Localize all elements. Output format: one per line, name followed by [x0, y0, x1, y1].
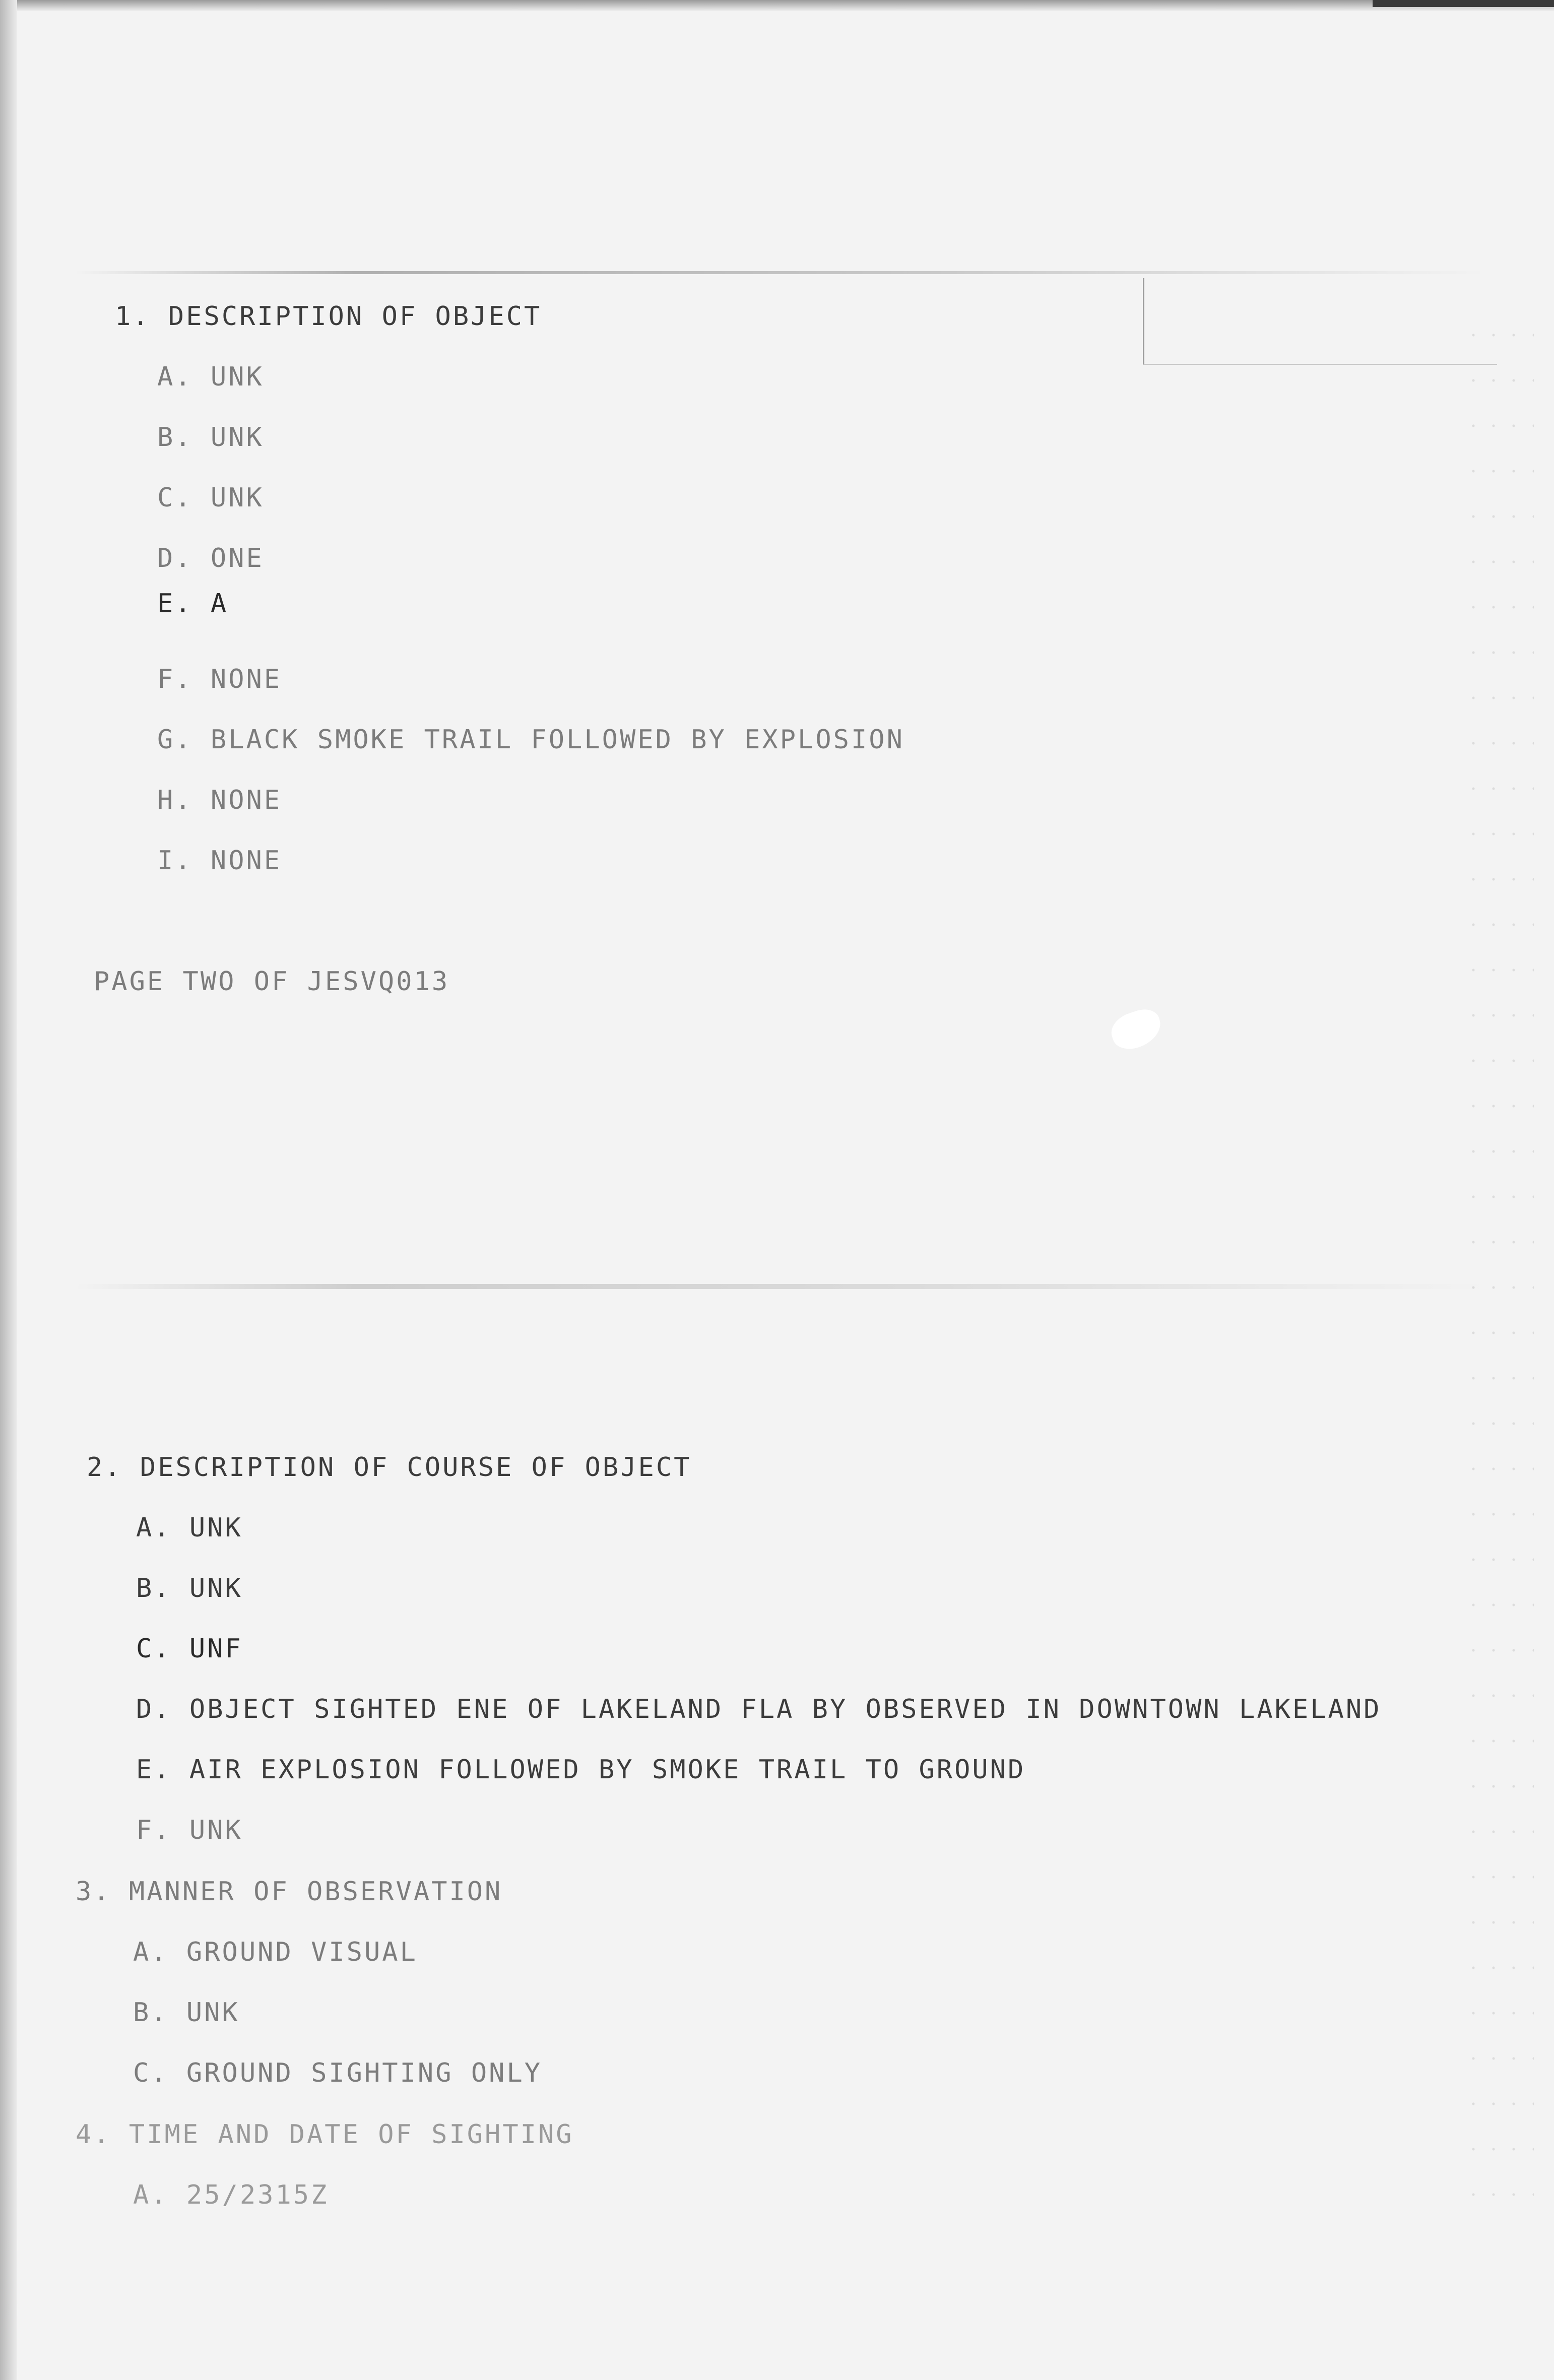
- list-item: B. UNK: [157, 422, 264, 453]
- list-item: D. ONE: [157, 543, 264, 573]
- section-heading: 1. DESCRIPTION OF OBJECT: [115, 301, 542, 332]
- section-heading: 3. MANNER OF OBSERVATION: [76, 1877, 503, 1907]
- section-heading: 4. TIME AND DATE OF SIGHTING: [76, 2119, 574, 2150]
- list-item: A. GROUND VISUAL: [133, 1937, 418, 1967]
- list-item: F. UNK: [136, 1815, 243, 1845]
- list-item: A. 25/2315Z: [133, 2180, 329, 2210]
- list-item: C. UNK: [157, 483, 264, 513]
- page-header: PAGE TWO OF JESVQ013: [94, 967, 450, 997]
- list-item: E. AIR EXPLOSION FOLLOWED BY SMOKE TRAIL TO GROUND: [136, 1755, 1026, 1785]
- list-item: B. UNK: [136, 1573, 243, 1603]
- list-item: I. NONE: [157, 846, 282, 876]
- list-item: H. NONE: [157, 785, 282, 815]
- list-item: E. A: [157, 589, 229, 619]
- list-item: G. BLACK SMOKE TRAIL FOLLOWED BY EXPLOSION: [157, 725, 904, 755]
- list-item: D. OBJECT SIGHTED ENE OF LAKELAND FLA BY OBSERVED IN DOWNTOWN LAKELAND: [136, 1694, 1382, 1724]
- list-item: A. UNK: [136, 1513, 243, 1543]
- list-item: C. UNF: [136, 1634, 243, 1664]
- section-heading: 2. DESCRIPTION OF COURSE OF OBJECT: [87, 1452, 692, 1483]
- list-item: B. UNK: [133, 1998, 240, 2028]
- list-item: C. GROUND SIGHTING ONLY: [133, 2058, 543, 2088]
- list-item: A. UNK: [157, 362, 264, 392]
- list-item: F. NONE: [157, 664, 282, 694]
